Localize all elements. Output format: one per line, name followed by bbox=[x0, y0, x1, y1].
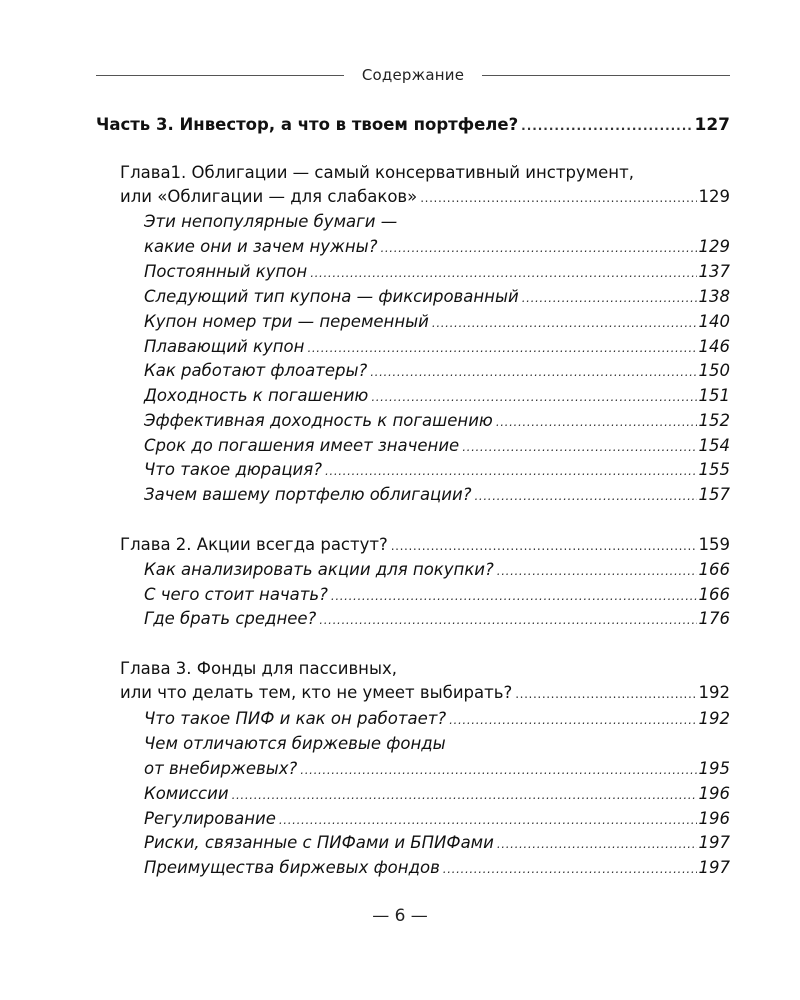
toc-entry-section[interactable] bbox=[144, 583, 730, 607]
toc-entry-section[interactable] bbox=[144, 831, 730, 855]
toc-entry-section[interactable] bbox=[144, 434, 730, 458]
toc-entry-page: 159 bbox=[698, 535, 730, 554]
toc-entry-title: Срок до погашения имеет значение bbox=[144, 436, 460, 455]
toc-entry-section[interactable] bbox=[144, 310, 730, 334]
running-head-title: Содержание bbox=[361, 66, 465, 84]
toc-entry-chapter-3[interactable] bbox=[120, 657, 730, 681]
toc-entry-page: 196 bbox=[698, 809, 730, 828]
toc-entry-section[interactable] bbox=[144, 260, 730, 284]
toc-entry-section[interactable] bbox=[144, 782, 730, 806]
toc-entry-section[interactable] bbox=[144, 757, 730, 781]
toc-entry-section[interactable] bbox=[144, 707, 730, 731]
toc-entry-section[interactable] bbox=[144, 607, 730, 631]
toc-entry-title: Преимущества биржевых фондов bbox=[144, 858, 440, 877]
toc-entry-page: 129 bbox=[698, 187, 730, 206]
toc-entry-page: 146 bbox=[698, 337, 730, 356]
toc-entry-page: 196 bbox=[698, 784, 730, 803]
running-head-left-rule bbox=[96, 75, 344, 76]
toc-entry-section[interactable] bbox=[144, 483, 730, 507]
running-head bbox=[96, 66, 730, 84]
toc-leader-dots bbox=[522, 286, 697, 310]
toc-entry-title: Комиссии bbox=[144, 784, 229, 803]
toc-entry-section[interactable] bbox=[144, 285, 730, 309]
toc-entry-title: Эффективная доходность к погашению bbox=[144, 411, 493, 430]
toc-leader-dots bbox=[432, 311, 697, 335]
toc-entry-section[interactable] bbox=[144, 409, 730, 433]
toc-leader-dots bbox=[380, 236, 696, 260]
toc-leader-dots bbox=[391, 534, 697, 558]
toc-leader-dots bbox=[521, 114, 692, 138]
toc-entry-title: Глава 3. Фонды для пассивных, bbox=[120, 659, 397, 678]
toc-entry-title: Глава1. Облигации — самый консервативный инструмент, bbox=[120, 163, 634, 182]
toc-entry-chapter-1-cont[interactable] bbox=[120, 185, 730, 209]
toc-entry-title: или «Облигации — для слабаков» bbox=[120, 187, 418, 206]
toc-entry-title: Где брать среднее? bbox=[144, 609, 317, 628]
toc-entry-title: Доходность к погашению bbox=[144, 386, 369, 405]
toc-entry-title: Как работают флоатеры? bbox=[144, 361, 368, 380]
toc-entry-title: или что делать тем, кто не умеет выбирать? bbox=[120, 683, 513, 702]
toc-entry-title: Глава 2. Акции всегда растут? bbox=[120, 535, 388, 554]
toc-entry-title: какие они и зачем нужны? bbox=[144, 237, 378, 256]
toc-entry-page: 150 bbox=[698, 361, 730, 380]
toc-entry-page: 155 bbox=[698, 460, 730, 479]
toc-entry-title: Что такое дюрация? bbox=[144, 460, 322, 479]
toc-entry-section[interactable] bbox=[144, 458, 730, 482]
toc-entry-section[interactable] bbox=[144, 384, 730, 408]
toc-entry-section[interactable] bbox=[144, 856, 730, 880]
toc-leader-dots bbox=[325, 459, 697, 483]
toc-entry-title: Постоянный купон bbox=[144, 262, 308, 281]
toc-entry-page: 152 bbox=[698, 411, 730, 430]
toc-entry-page: 197 bbox=[698, 833, 730, 852]
toc-leader-dots bbox=[449, 708, 696, 732]
toc-leader-dots bbox=[232, 783, 697, 807]
toc-leader-dots bbox=[331, 584, 697, 608]
toc-leader-dots bbox=[475, 484, 697, 508]
toc-entry-title: Зачем вашему портфелю облигации? bbox=[144, 485, 472, 504]
toc-entry-chapter-2[interactable] bbox=[120, 533, 730, 557]
toc-entry-section[interactable] bbox=[144, 335, 730, 359]
toc-leader-dots bbox=[462, 435, 696, 459]
toc-leader-dots bbox=[307, 336, 696, 360]
toc-entry-chapter-1[interactable] bbox=[120, 161, 730, 185]
toc-entry-title: Часть 3. Инвестор, а что в твоем портфеле? bbox=[96, 115, 519, 134]
toc-entry-section[interactable] bbox=[144, 359, 730, 383]
toc-entry-page: 192 bbox=[698, 709, 730, 728]
toc-entry-page: 140 bbox=[698, 312, 730, 331]
toc-entry-page: 197 bbox=[698, 858, 730, 877]
toc-leader-dots bbox=[300, 758, 696, 782]
toc-leader-dots bbox=[497, 559, 697, 583]
toc-entry-title: С чего стоит начать? bbox=[144, 585, 328, 604]
toc-entry-title: Как анализировать акции для покупки? bbox=[144, 560, 494, 579]
toc-entry-title: Чем отличаются биржевые фонды bbox=[144, 734, 446, 753]
toc-entry-page: 151 bbox=[698, 386, 730, 405]
toc-leader-dots bbox=[310, 261, 696, 285]
toc-leader-dots bbox=[515, 682, 696, 706]
toc-leader-dots bbox=[319, 608, 696, 632]
toc-entry-page: 129 bbox=[698, 237, 730, 256]
toc-entry-page: 138 bbox=[698, 287, 730, 306]
toc-entry-chapter-3-cont[interactable] bbox=[120, 681, 730, 705]
toc-entry-title: Купон номер три — переменный bbox=[144, 312, 429, 331]
toc-entry-title: Следующий тип купона — фиксированный bbox=[144, 287, 519, 306]
toc-entry-page: 192 bbox=[698, 683, 730, 702]
toc-entry-section[interactable] bbox=[144, 558, 730, 582]
toc-entry-page: 166 bbox=[698, 560, 730, 579]
toc-leader-dots bbox=[497, 832, 697, 856]
toc-leader-dots bbox=[443, 857, 697, 881]
toc-entry-title: Эти непопулярные бумаги — bbox=[144, 212, 398, 231]
toc-leader-dots bbox=[496, 410, 697, 434]
toc-entry-page: 137 bbox=[698, 262, 730, 281]
toc-entry-page: 154 bbox=[698, 436, 730, 455]
toc-entry-page: 157 bbox=[698, 485, 730, 504]
toc-entry-title: Плавающий купон bbox=[144, 337, 305, 356]
toc-entry-title: Риски, связанные с ПИФами и БПИФами bbox=[144, 833, 494, 852]
toc-entry-page: 195 bbox=[698, 759, 730, 778]
toc-entry-section[interactable] bbox=[144, 807, 730, 831]
toc-entry-section[interactable] bbox=[144, 732, 730, 756]
toc-entry-title: от внебиржевых? bbox=[144, 759, 298, 778]
toc-entry-title: Что такое ПИФ и как он работает? bbox=[144, 709, 447, 728]
toc-entry-section[interactable] bbox=[144, 235, 730, 259]
running-head-right-rule bbox=[482, 75, 730, 76]
toc-entry-page: 166 bbox=[698, 585, 730, 604]
toc-leader-dots bbox=[370, 360, 696, 384]
toc-entry-page: 127 bbox=[694, 115, 730, 135]
toc-entry-page: 176 bbox=[698, 609, 730, 628]
toc-entry-title: Регулирование bbox=[144, 809, 276, 828]
toc-leader-dots bbox=[420, 186, 696, 210]
page-number: — 6 — bbox=[372, 906, 428, 926]
toc-entry-part-3[interactable] bbox=[96, 113, 730, 137]
toc-leader-dots bbox=[371, 385, 696, 409]
toc-entry-section[interactable] bbox=[144, 210, 730, 234]
toc-leader-dots bbox=[279, 808, 697, 832]
